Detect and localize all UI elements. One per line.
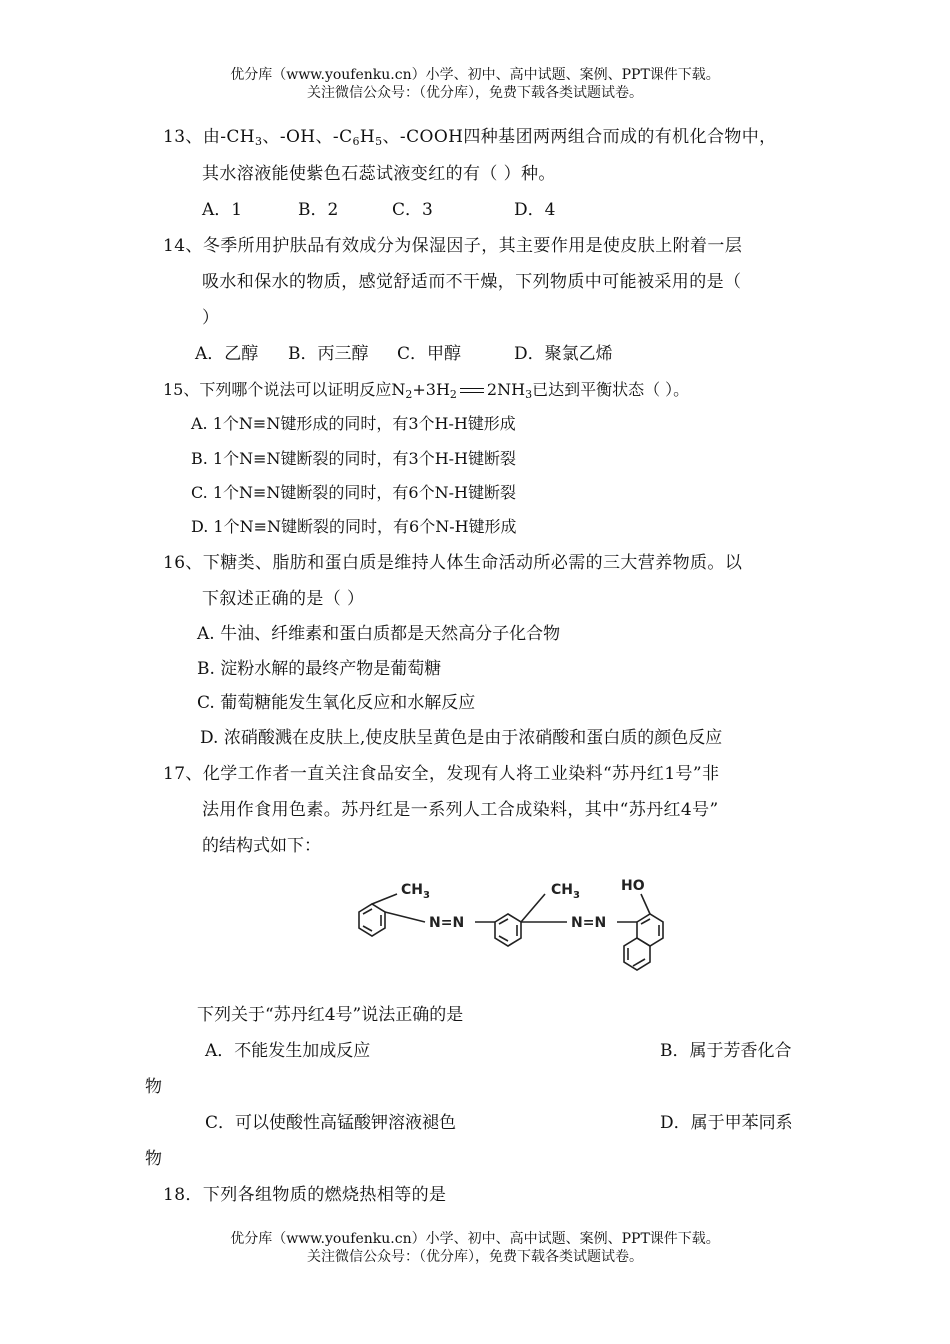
azo-group-2: N=N: [571, 915, 607, 931]
methyl-label-middle: $CH_3$: [551, 882, 580, 901]
q13-option-b: B．2: [298, 200, 339, 220]
q15-option-b: B. 1个N≡N键断裂的同时，有3个H-H键断裂: [191, 449, 517, 468]
q16-option-d: D. 浓硝酸溅在皮肤上,使皮肤呈黄色是由于浓硝酸和蛋白质的颜色反应: [200, 728, 723, 748]
sudan-red-4-structure-diagram: [345, 872, 705, 982]
q15-stem: 15、下列哪个说法可以证明反应$N_2+3H_2$ $2NH_3$已达到平衡状态（ ）。: [163, 380, 690, 401]
q17-option-d-wrap: 物: [145, 1149, 162, 1169]
q14-option-b: B．丙三醇: [288, 344, 369, 364]
q13-stem-line2: 其水溶液能使紫色石蕊试液变红的有（ ）种。: [202, 164, 556, 184]
q16-stem-line2: 下叙述正确的是（ ）: [202, 589, 365, 609]
q14-option-c: C．甲醇: [397, 344, 462, 364]
q16-option-c: C. 葡萄糖能发生氧化反应和水解反应: [197, 693, 476, 713]
q17-option-c: C．可以使酸性高锰酸钾溶液褪色: [205, 1113, 457, 1133]
methyl-label-left: $CH_3$: [401, 882, 430, 901]
q13-option-c: C．3: [392, 200, 433, 220]
q17-option-b-wrap: 物: [145, 1077, 162, 1097]
q17-stem-line3: 的结构式如下：: [202, 836, 321, 856]
q16-option-a: A. 牛油、纤维素和蛋白质都是天然高分子化合物: [197, 624, 561, 644]
azo-group-1: N=N: [429, 915, 465, 931]
q18-stem: 18．下列各组物质的燃烧热相等的是: [163, 1185, 447, 1205]
q17-option-b: B．属于芳香化合: [660, 1041, 792, 1061]
q16-option-b: B. 淀粉水解的最终产物是葡萄糖: [197, 659, 442, 679]
q15-option-a: A. 1个N≡N键形成的同时，有3个H-H键形成: [191, 414, 516, 433]
q17-prompt: 下列关于“苏丹红4号”说法正确的是: [197, 1005, 464, 1025]
q15-option-d: D. 1个N≡N键断裂的同时，有6个N-H键形成: [191, 517, 517, 536]
q14-option-d: D．聚氯乙烯: [514, 344, 613, 364]
q13-option-d: D．4: [514, 200, 556, 220]
page-header-line2: 关注微信公众号：（优分库），免费下载各类试题试卷。: [307, 85, 643, 101]
q14-option-a: A．乙醇: [195, 344, 259, 364]
page-footer-line2: 关注微信公众号：（优分库），免费下载各类试题试卷。: [307, 1249, 643, 1265]
q14-stem-line1: 14、冬季所用护肤品有效成分为保湿因子，其主要作用是使皮肤上附着一层: [163, 236, 743, 256]
equilibrium-sign-icon: [458, 386, 486, 396]
q13-stem-line1: 13、由$-CH_3$、-OH、$-C_6H_5$、-COOH四种基团两两组合而成的有机化合物中，: [163, 127, 777, 148]
q17-option-a: A．不能发生加成反应: [205, 1041, 371, 1061]
structure-bonds: [359, 894, 663, 970]
q17-stem-line2: 法用作食用色素。苏丹红是一系列人工合成染料，其中“苏丹红4号”: [202, 800, 719, 820]
q17-stem-line1: 17、化学工作者一直关注食品安全，发现有人将工业染料“苏丹红1号”非: [163, 764, 720, 784]
q15-option-c: C. 1个N≡N键断裂的同时，有6个N-H键断裂: [191, 483, 516, 502]
q17-option-d: D．属于甲苯同系: [660, 1113, 793, 1133]
q13-option-a: A．1: [202, 200, 243, 220]
page-footer-line1: 优分库（www.youfenku.cn）小学、初中、高中试题、案例、PPT课件下载。: [230, 1231, 720, 1247]
hydroxyl-label: HO: [621, 878, 645, 894]
q14-stem-line3: ）: [202, 308, 219, 328]
q14-stem-line2: 吸水和保水的物质，感觉舒适而不干燥，下列物质中可能被采用的是（: [202, 272, 742, 292]
q16-stem-line1: 16、下糖类、脂肪和蛋白质是维持人体生命活动所必需的三大营养物质。以: [163, 553, 743, 573]
page-header-line1: 优分库（www.youfenku.cn）小学、初中、高中试题、案例、PPT课件下载。: [230, 67, 720, 83]
